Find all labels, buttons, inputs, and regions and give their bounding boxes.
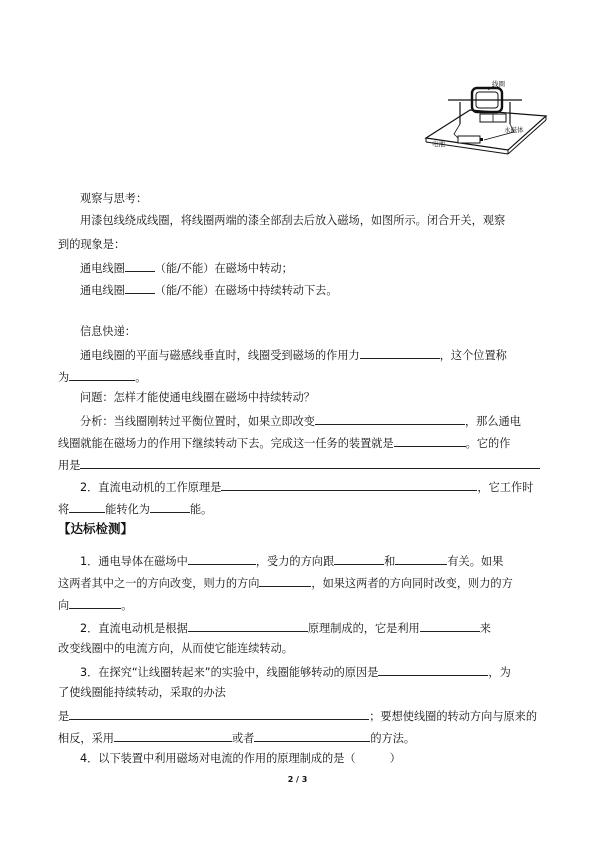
test-4-b: ） [389, 752, 401, 765]
info-question: 问题：怎样才能使通电线圈在磁场中持续转动？ [80, 391, 315, 404]
info-p1-blank-2[interactable] [69, 369, 135, 381]
test-4-a: 4．以下装置中利用磁场对电流的作用的原理制成的是（ [80, 752, 356, 765]
test-2-line2: 改变线圈中的电流方向，从而使它能连续转动。 [58, 642, 293, 655]
info-a2-a: 线圈就能在磁场力的作用下继续转动下去。完成这一任务的装置就是 [58, 437, 394, 450]
test-2-blank-2[interactable] [420, 620, 480, 632]
test-1-line2 [58, 575, 513, 591]
info-p1-b: ，这个位置称 [439, 349, 507, 362]
page-number: 2 / 3 [287, 775, 308, 784]
info-analysis-2 [58, 435, 510, 451]
coil-diagram [418, 80, 548, 162]
test-1-d: 有关。如果 [447, 555, 504, 568]
info-p1-line1 [80, 347, 507, 363]
info-p1-blank-1[interactable] [360, 347, 440, 359]
test-3-h: 的方法。 [370, 732, 416, 745]
observe-title: 观察与思考： [80, 192, 148, 205]
test-1-line3 [58, 597, 132, 613]
info-a1-a: 分析：当线圈刚转过平衡位置时，如果立即改变 [80, 415, 315, 428]
info-q2-blank-3[interactable] [150, 501, 190, 513]
info-a3-a: 用是 [58, 459, 81, 472]
info-q2-c: 将 [58, 503, 70, 516]
observe-desc-1: 用漆包线绕成线圈，将线圈两端的漆全部刮去后放入磁场，如图所示。闭合开关，观察 [80, 214, 506, 227]
test-1-line1 [80, 553, 503, 569]
test-2-b: 原理制成的，它是利用 [307, 622, 420, 635]
test-3-line1 [80, 664, 511, 680]
observe-desc-2: 到的现象是： [58, 238, 126, 251]
info-p1-c: 为 [58, 371, 70, 384]
test-3-line2: 了使线圈能持续转动，采取的办法 [58, 686, 226, 699]
info-q2-d: 能转化为 [105, 503, 150, 516]
test-3-g: 或者 [231, 732, 255, 745]
test-3-line4 [58, 730, 415, 746]
info-a1-blank[interactable] [315, 413, 465, 425]
test-3-b: ，为 [488, 666, 511, 679]
info-q2-line2 [58, 501, 212, 517]
test-3-a: 3．在探究“让线圈转起来”的实验中，线圈能够转动的原因是 [80, 666, 379, 679]
info-p1-d: 。 [135, 371, 147, 384]
info-q2-a: 2．直流电动机的工作原理是 [80, 481, 222, 494]
observe-q2-pre: 通电线圈 [80, 284, 125, 297]
test-2-c: 来 [479, 622, 491, 635]
observe-q2-post: （能/不能）在磁场中持续转动下去。 [154, 284, 338, 297]
test-1-c: 和 [384, 555, 396, 568]
info-p1-a: 通电线圈的平面与磁感线垂直时，线圈受到磁场的作用力 [80, 349, 360, 362]
test-1-h: 。 [121, 599, 133, 612]
info-a2-blank[interactable] [394, 435, 466, 447]
info-q2-b: ，它工作时 [477, 481, 534, 494]
test-2-blank-1[interactable] [188, 620, 308, 632]
test-1-blank-2[interactable] [334, 553, 384, 565]
test-3-blank-1[interactable] [378, 664, 488, 676]
info-a3-blank[interactable] [80, 457, 540, 469]
info-q2-e: 能。 [189, 503, 213, 516]
info-p1-line2 [58, 369, 146, 385]
test-1-a: 1．通电导体在磁场中 [80, 555, 188, 568]
section-heading: 【达标检测】 [58, 521, 134, 536]
test-1-blank-4[interactable] [259, 575, 311, 587]
info-analysis-3 [58, 457, 540, 473]
test-1-e: 这两者其中之一的方向改变，则力的方向 [58, 577, 260, 590]
test-3-blank-4[interactable] [254, 730, 370, 742]
info-analysis-1 [80, 413, 521, 429]
test-3-blank-2[interactable] [69, 708, 369, 720]
test-1-blank-5[interactable] [69, 597, 121, 609]
info-a2-b: 。它的作 [465, 437, 511, 450]
observe-q1-pre: 通电线圈 [80, 262, 125, 275]
test-2-a: 2．直流电动机是根据 [80, 622, 188, 635]
observe-q1-post: （能/不能）在磁场中转动； [154, 262, 293, 275]
test-3-blank-3[interactable] [114, 730, 232, 742]
test-2-line1 [80, 620, 491, 636]
observe-q2-blank[interactable] [125, 282, 155, 294]
info-q2-blank-1[interactable] [221, 479, 477, 491]
test-4-line1 [80, 752, 401, 766]
test-1-b: ，受力的方向跟 [255, 555, 335, 568]
test-3-line3 [58, 708, 537, 724]
observe-q1-blank[interactable] [125, 260, 155, 272]
test-1-blank-3[interactable] [395, 553, 447, 565]
observe-q1 [80, 260, 293, 276]
test-1-blank-1[interactable] [188, 553, 256, 565]
info-title: 信息快递： [80, 325, 136, 338]
coil-label: 线圈 [492, 80, 505, 88]
observe-q2 [80, 282, 338, 298]
info-a1-b: ，那么通电 [464, 415, 521, 428]
info-q2-line1 [80, 479, 533, 495]
motor-coil-figure [418, 80, 548, 162]
info-q2-blank-2[interactable] [69, 501, 105, 513]
test-3-d: 是 [58, 710, 70, 723]
battery-label: 电池 [432, 140, 445, 148]
magnet-label: 永磁体 [504, 126, 524, 134]
test-3-f: 相反，采用 [58, 732, 114, 745]
test-3-e: ；要想使线圈的转动方向与原来的 [369, 710, 538, 723]
test-1-f: ，如果这两者的方向同时改变，则力的方 [311, 577, 513, 590]
test-1-g: 向 [58, 599, 70, 612]
